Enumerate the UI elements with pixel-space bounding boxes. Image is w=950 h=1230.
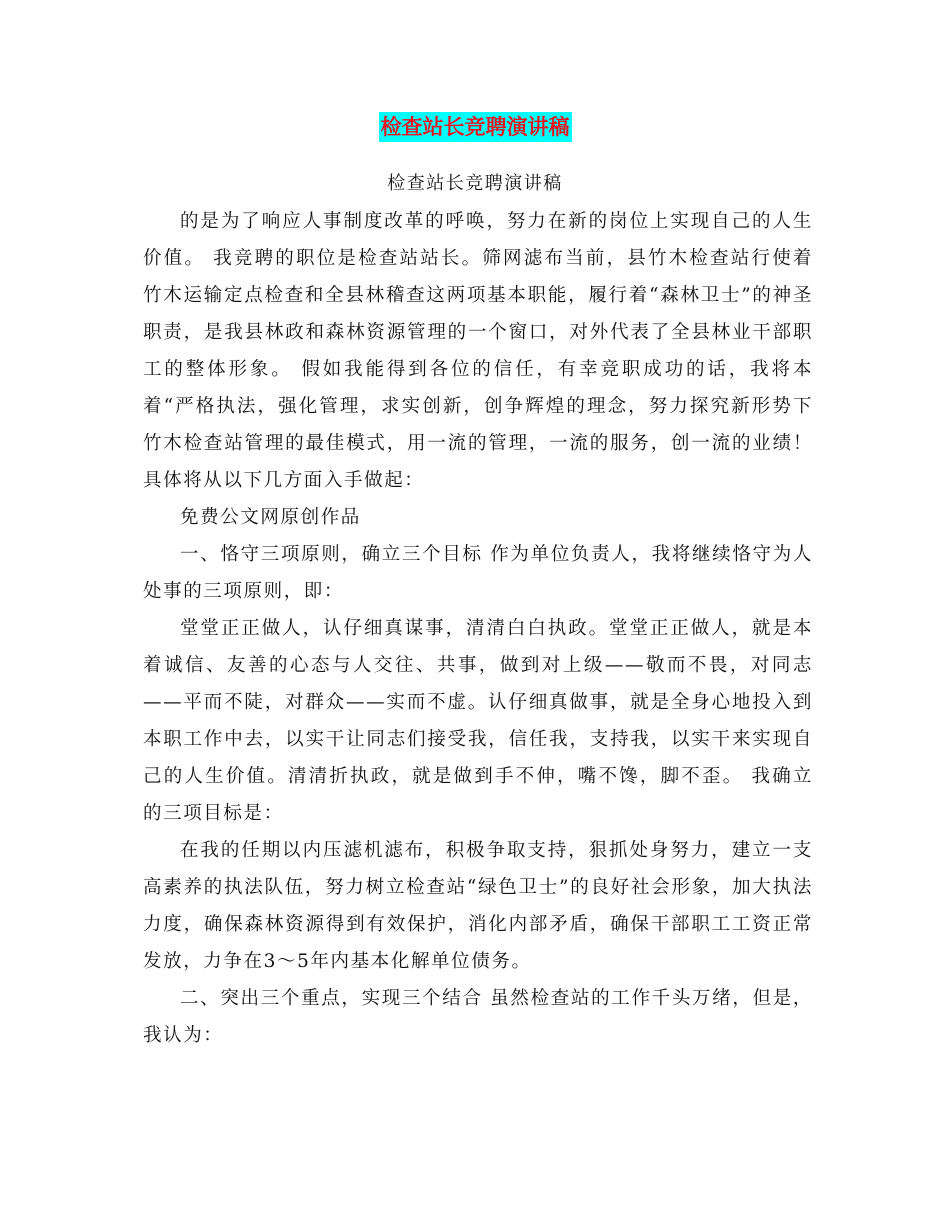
paragraph: 一、恪守三项原则，确立三个目标 作为单位负责人，我将继续恪守为人处事的三项原则，即：	[143, 544, 813, 602]
paragraph: 二、突出三个重点，实现三个结合 虽然检查站的工作千头万绪，但是，我认为：	[143, 988, 813, 1046]
header-title-container	[0, 112, 950, 142]
document-body	[143, 203, 813, 1054]
header-title: 检查站长竞聘演讲稿	[379, 112, 572, 142]
paragraph: 的是为了响应人事制度改革的呼唤，努力在新的岗位上实现自己的人生价值。 我竞聘的职位是检查站站长。筛网滤布当前，县竹木检查站行使着竹木运输定点检查和全县林稽查这两项基本职能，履行着“森林卫士”的神圣职责，是我县林政和森林资源管理的一个窗口，对外代表了全县林业干部职工的整体形象。 假如我能得到各位的信任，有幸竞职成功的话，我将本着“严格执法，强化管理，求实创新，创争辉煌的理念，努力探究新形势下竹木检查站管理的最佳模式，用一流的管理，一流的服务，创一流的业绩！具体将从以下几方面入手做起：	[143, 211, 813, 491]
paragraph: 在我的任期以内压滤机滤布，积极争取支持，狠抓处身努力，建立一支高素养的执法队伍，努力树立检查站“绿色卫士”的良好社会形象，加大执法力度，确保森林资源得到有效保护，消化内部矛盾，确保干部职工工资正常发放，力争在3～5年内基本化解单位债务。	[143, 840, 813, 972]
paragraph: 堂堂正正做人，认仔细真谋事，清清白白执政。堂堂正正做人，就是本着诚信、友善的心态与人交往、共事，做到对上级——敬而不畏，对同志——平而不陡，对群众——实而不虚。认仔细真做事，就是全身心地投入到本职工作中去，以实干让同志们接受我，信任我，支持我，以实干来实现自己的人生价值。清清折执政，就是做到手不伸，嘴不馋，脚不歪。 我确立的三项目标是：	[143, 618, 813, 824]
document-subtitle: 检查站长竞聘演讲稿	[387, 173, 563, 194]
paragraph: 免费公文网原创作品	[180, 507, 361, 528]
